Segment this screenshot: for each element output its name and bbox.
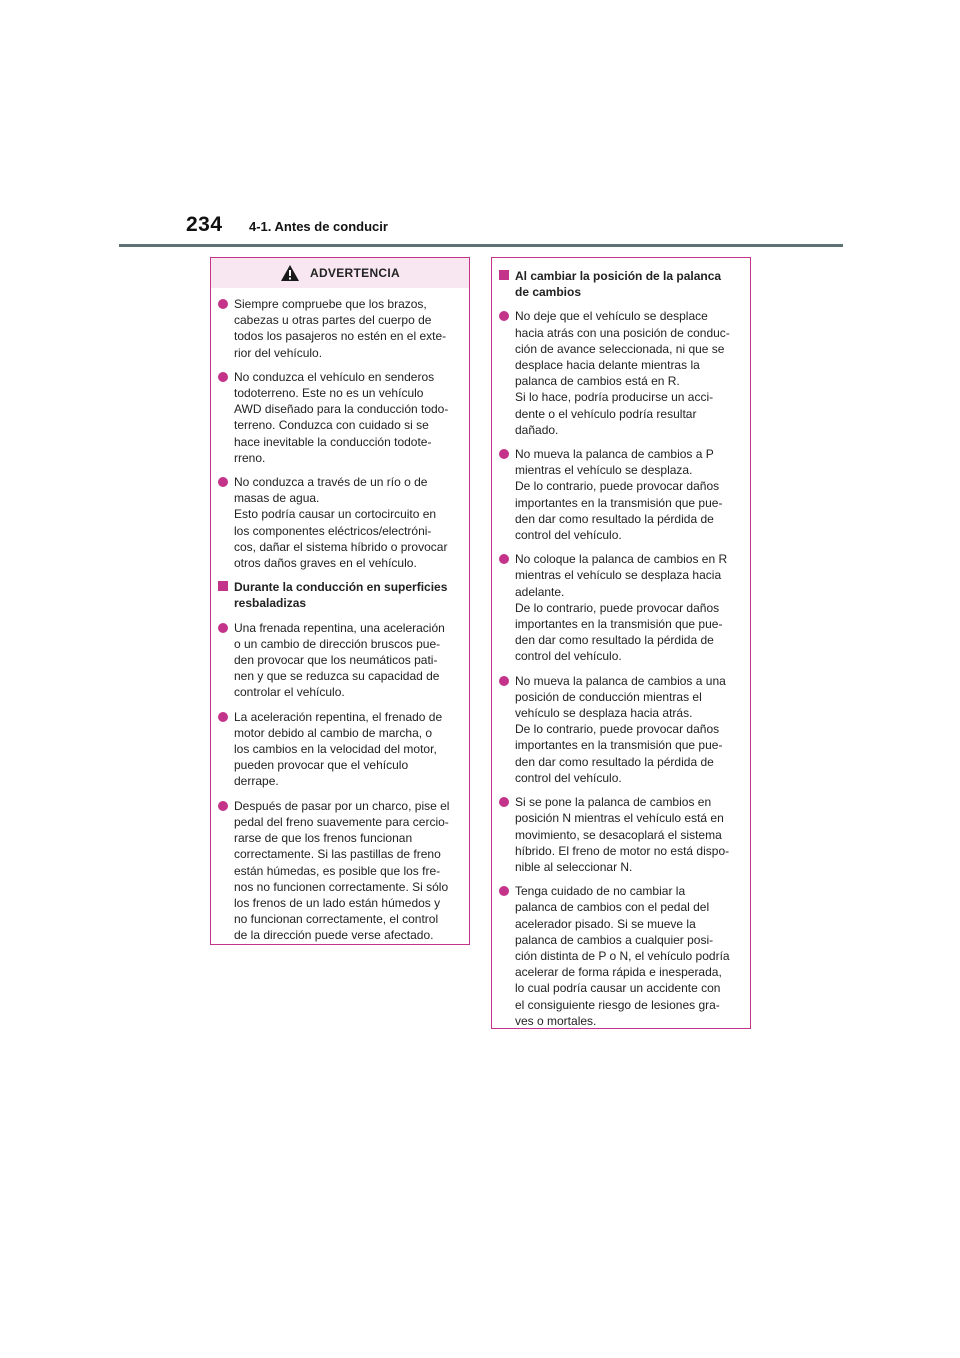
item-text: Durante la conducción en superficies resbaladizas [234,580,448,611]
item-text: Siempre compruebe que los brazos, cabezas u otras partes del cuerpo de todos los pasajeros no estén en el exte- rior del vehículo. [234,297,447,360]
item-text: Después de pasar por un charco, pise el pedal del freno suavemente para cercio- rarse de que los frenos funcionan correctamente. Si las pastillas de freno están húmedas, es posible que los fre- nos no funcionen correctamente. Si sólo los frenos de un lado están húmedos y no funcionan correctamente, el control de la dirección puede verse afectado. [234,798,450,943]
item-text: Una frenada repentina, una aceleración o un cambio de dirección bruscos pue- den provocar que los neumáticos pati- nen y que se reduzca su capacidad de controlar el vehículo. [234,620,445,700]
circle-bullet-icon [499,311,509,321]
item-text: Al cambiar la posición de la palanca de cambios [515,269,722,300]
list-item [217,709,460,790]
item-text: No conduzca el vehículo en senderos todoterreno. Este no es un vehículo AWD diseñado para la conducción todo- terreno. Conduzca con cuidado si se hace inevitable la conducción todote- rreno. [234,369,449,465]
circle-bullet-icon [499,886,509,896]
item-text: No mueva la palanca de cambios a una posición de conducción mientras el vehículo se desplaza hacia atrás. De lo contrario, puede provocar daños importantes en la transmisión que pue- den dar como resultado la pérdida de control del vehículo. [515,673,726,785]
list-item [498,551,741,664]
square-bullet-icon [499,270,509,280]
circle-bullet-icon [218,623,228,633]
circle-bullet-icon [218,801,228,811]
warning-triangle-icon [280,264,300,282]
list-item [498,446,741,543]
item-text: No deje que el vehículo se desplace hacia atrás con una posición de conduc- ción de avance seleccionada, ni que se desplace hacia delante mientras la palanca de cambios está en R. Si lo hace, podría producirse un acci- dente o el vehículo podría resultar dañado. [515,309,730,437]
list-item [498,883,741,1029]
list-item [498,308,741,438]
list-item [217,620,460,701]
warning-items-right [498,268,741,1029]
circle-bullet-icon [499,676,509,686]
circle-bullet-icon [218,299,228,309]
list-item [498,794,741,875]
subsection-heading [217,579,460,611]
warning-box-left [210,257,470,945]
circle-bullet-icon [499,449,509,459]
page-number: 234 [186,213,223,236]
circle-bullet-icon [499,554,509,564]
item-text: No conduzca a través de un río o de masas de agua. Esto podría causar un cortocircuito en los componentes eléctricos/electróni- cos, dañar el sistema híbrido o provocar otros daños graves en el vehículo. [234,475,448,571]
list-item [217,798,460,944]
header-rule [119,244,843,247]
circle-bullet-icon [218,372,228,382]
item-text: La aceleración repentina, el frenado de motor debido al cambio de marcha, o los cambios en la velocidad del motor, pueden provocar que el vehículo derrape. [234,709,443,789]
square-bullet-icon [218,581,228,591]
list-item [498,673,741,786]
warning-box-right [491,257,751,1029]
circle-bullet-icon [218,477,228,487]
warning-items-left [217,296,460,944]
item-text: No mueva la palanca de cambios a P mientras el vehículo se desplaza. De lo contrario, puede provocar daños importantes en la transmisión que pue- den dar como resultado la pérdida de control del vehículo. [515,447,723,543]
item-text: Si se pone la palanca de cambios en posición N mientras el vehículo está en movimiento, se desacoplará el sistema híbrido. El freno de motor no está dispo- nible al seleccionar N. [515,795,730,874]
list-item [217,369,460,466]
section-title: 4-1. Antes de conducir [249,219,388,234]
item-text: Tenga cuidado de no cambiar la palanca de cambios con el pedal del acelerador pisado. Si se mueve la palanca de cambios a cualquier posi- ción distinta de P o N, el vehículo podría acelerar de forma rápida e inesperada, lo cual podría causar un accidente con el consiguiente riesgo de lesiones gra- ves o mortales. [515,884,730,1028]
circle-bullet-icon [218,712,228,722]
warning-title: ADVERTENCIA [310,266,400,280]
list-item [217,296,460,361]
warning-header [211,258,469,288]
list-item [217,474,460,571]
subsection-heading [498,268,741,300]
circle-bullet-icon [499,797,509,807]
item-text: No coloque la palanca de cambios en R mientras el vehículo se desplaza hacia adelante. De lo contrario, puede provocar daños importantes en la transmisión que pue- den dar como resultado la pérdida de control del vehículo. [515,552,728,664]
